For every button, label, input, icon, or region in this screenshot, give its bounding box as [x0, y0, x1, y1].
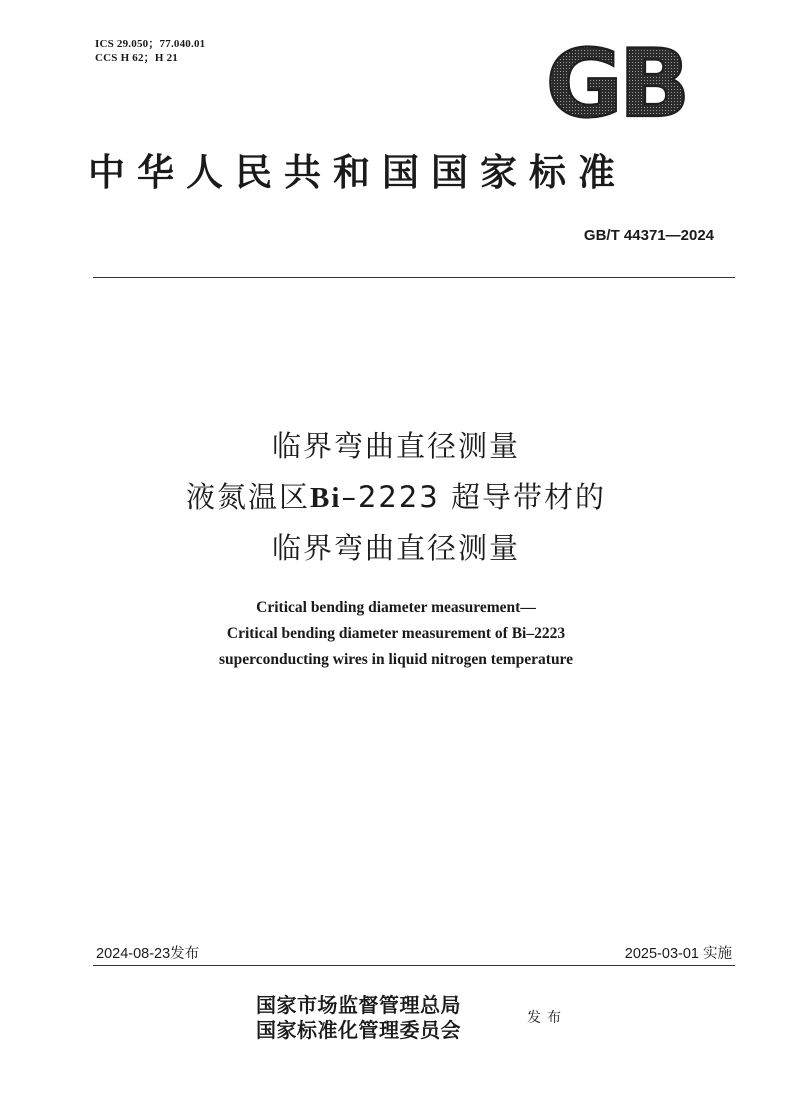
standard-number: GB/T 44371—2024	[583, 227, 714, 244]
ccs-code	[95, 52, 178, 65]
implementation-date-label: 实施	[703, 946, 732, 962]
issuer-samr: 国家市场监督管理总局	[256, 993, 461, 1017]
publish-label: 发布	[527, 1010, 567, 1026]
english-title-line-3: superconducting wires in liquid nitrogen temperature	[218, 651, 574, 668]
ics-code	[95, 38, 205, 51]
chinese-title-line-2-suffix: –2223 超导带材的	[341, 480, 606, 514]
english-title-line-1: Critical bending diameter measurement—	[256, 599, 536, 616]
chinese-title-line-1: 临界弯曲直径测量	[271, 429, 520, 463]
top-divider	[93, 277, 735, 278]
gb-logo-icon	[536, 44, 696, 120]
gb-logo-text: GB	[545, 44, 687, 120]
chinese-title-line-2-bi: Bi	[310, 482, 342, 514]
chinese-title-line-2	[0, 479, 792, 516]
english-title-line-2: Critical bending diameter measurement of Bi–2223	[226, 625, 566, 642]
issue-date-value: 2024-08-23	[96, 946, 171, 962]
implementation-date-value: 2025-03-01	[624, 946, 699, 962]
ccs-value: H 62；H 21	[120, 52, 178, 64]
issuer-sac: 国家标准化管理委员会	[256, 1018, 461, 1042]
ccs-label: CCS	[95, 52, 118, 64]
chinese-title-line-2-prefix: 液氮温区	[186, 480, 311, 514]
ics-value: 29.050；77.040.01	[116, 38, 206, 50]
national-standard-title: 中华人民共和国国家标准	[88, 150, 627, 194]
issue-date-label: 发布	[170, 946, 200, 962]
chinese-title-line-3: 临界弯曲直径测量	[271, 531, 520, 565]
implementation-date	[625, 945, 732, 963]
ics-label: ICS	[95, 38, 114, 50]
bottom-divider	[93, 965, 735, 966]
issue-date	[96, 945, 199, 963]
